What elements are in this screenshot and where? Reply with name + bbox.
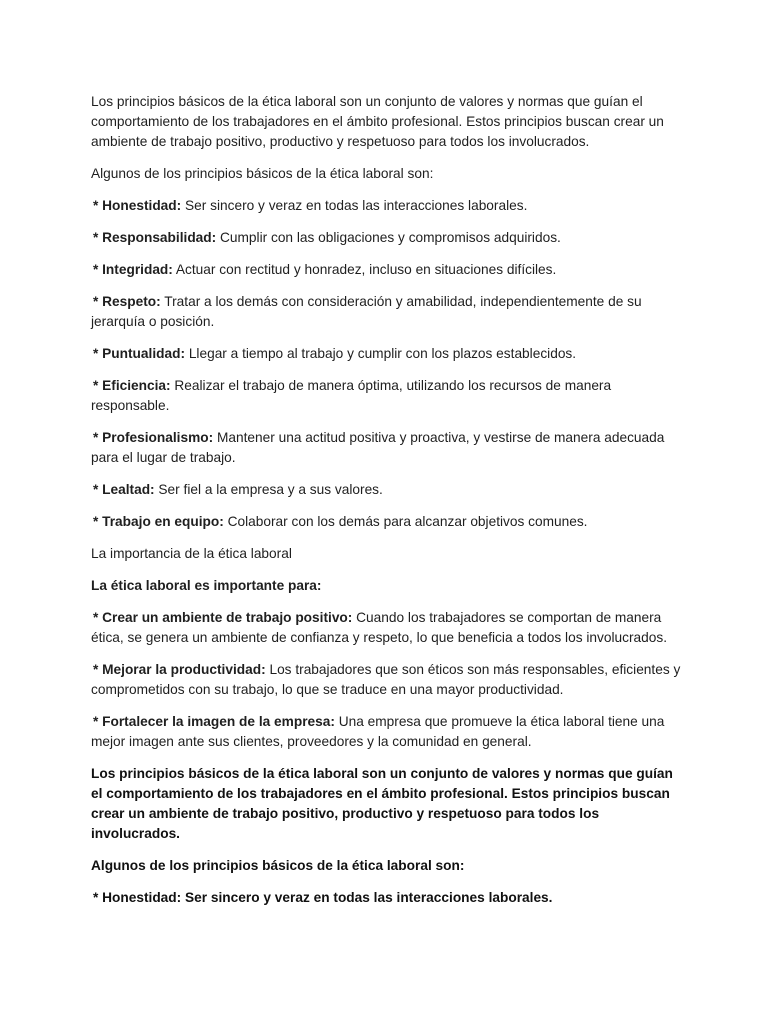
benefit-label: * Fortalecer la imagen de la empresa:: [93, 714, 335, 729]
principle-integridad: [91, 260, 681, 280]
principle-label: * Lealtad:: [93, 482, 155, 497]
principle-text: Colaborar con los demás para alcanzar objetivos comunes.: [223, 514, 588, 529]
principle-respeto: [91, 292, 681, 332]
benefit-text: Los trabajadores que son éticos son más responsables, eficientes y comprometidos con su trabajo, lo que se traduce en una mayor productividad.: [91, 662, 681, 697]
benefit-text: Una empresa que promueve la ética laboral tiene una mejor imagen ante sus clientes, proveedores y la comunidad en general.: [91, 714, 665, 749]
repeated-intro-paragraph: Los principios básicos de la ética laboral son un conjunto de valores y normas que guían el comportamiento de los trabajadores en el ámbito profesional. Estos principios buscan crear un ambiente de trabajo positivo, productivo y respetuoso para todos los involucrados.: [91, 766, 673, 841]
principle-text: Mantener una actitud positiva y proactiva, y vestirse de manera adecuada para el lugar de trabajo.: [91, 430, 665, 465]
benefit-label: * Mejorar la productividad:: [93, 662, 266, 677]
benefit-productividad: [91, 660, 681, 700]
principle-text: Realizar el trabajo de manera óptima, utilizando los recursos de manera responsable.: [91, 378, 612, 413]
principle-label: * Honestidad:: [93, 198, 182, 213]
principle-text: Llegar a tiempo al trabajo y cumplir con los plazos establecidos.: [185, 346, 577, 361]
principle-text: Ser sincero y veraz en todas las interacciones laborales.: [181, 198, 528, 213]
document-page: [91, 92, 681, 920]
principle-text: Ser fiel a la empresa y a sus valores.: [154, 482, 383, 497]
principle-trabajo-en-equipo: [91, 512, 681, 532]
principle-puntualidad: [91, 344, 681, 364]
principle-eficiencia: [91, 376, 681, 416]
importance-heading: La importancia de la ética laboral: [91, 546, 292, 561]
benefit-imagen: [91, 712, 681, 752]
principle-label: * Puntualidad:: [93, 346, 186, 361]
importance-intro: La ética laboral es importante para:: [91, 578, 322, 593]
principle-profesionalismo: [91, 428, 681, 468]
principle-text: Actuar con rectitud y honradez, incluso en situaciones difíciles.: [172, 262, 557, 277]
principle-text: Tratar a los demás con consideración y amabilidad, independientemente de su jerarquía o posición.: [91, 294, 642, 329]
benefit-text: Cuando los trabajadores se comportan de manera ética, se genera un ambiente de confianza y respeto, lo que beneficia a todos los involucrados.: [91, 610, 668, 645]
principles-list-intro: Algunos de los principios básicos de la ética laboral son:: [91, 166, 434, 181]
principle-label: * Respeto:: [93, 294, 161, 309]
principle-responsabilidad: [91, 228, 681, 248]
principle-label: * Integridad:: [93, 262, 173, 277]
repeated-list-intro: Algunos de los principios básicos de la ética laboral son:: [91, 858, 465, 873]
repeated-first-item: * Honestidad: Ser sincero y veraz en todas las interacciones laborales.: [93, 890, 553, 905]
principle-label: * Profesionalismo:: [93, 430, 214, 445]
principle-label: * Eficiencia:: [93, 378, 171, 393]
principle-label: * Trabajo en equipo:: [93, 514, 224, 529]
principle-text: Cumplir con las obligaciones y compromisos adquiridos.: [216, 230, 561, 245]
intro-paragraph: Los principios básicos de la ética laboral son un conjunto de valores y normas que guían el comportamiento de los trabajadores en el ámbito profesional. Estos principios buscan crear un ambiente de trabajo positivo, productivo y respetuoso para todos los involucrados.: [91, 94, 664, 149]
benefit-ambiente: [91, 608, 681, 648]
principle-label: * Responsabilidad:: [93, 230, 217, 245]
principle-lealtad: [91, 480, 681, 500]
principle-honestidad: [91, 196, 681, 216]
benefit-label: * Crear un ambiente de trabajo positivo:: [93, 610, 353, 625]
